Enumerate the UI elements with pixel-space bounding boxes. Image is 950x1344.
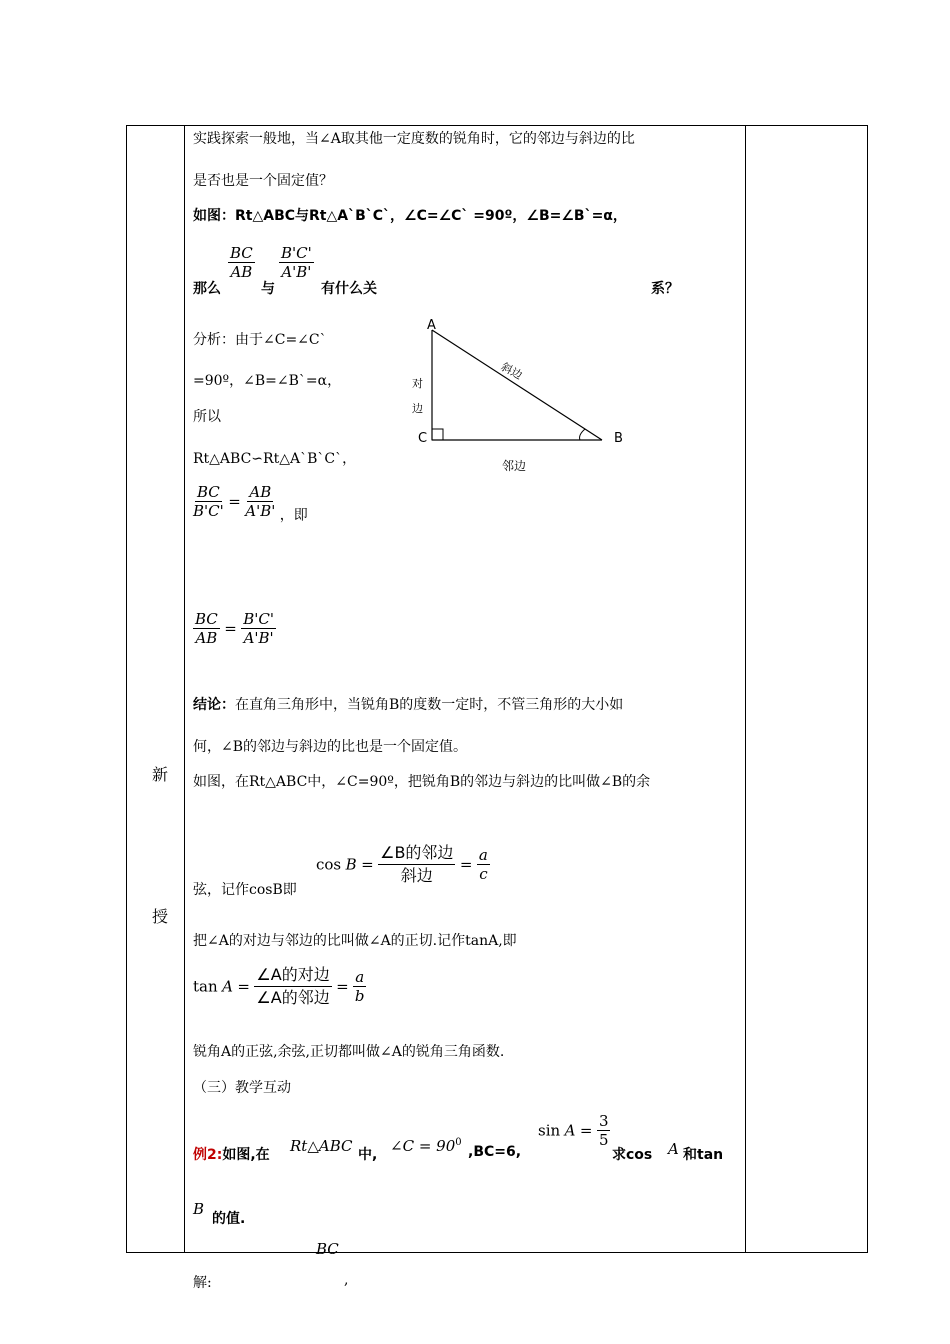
- solution-fraction-numerator: BC: [316, 1240, 339, 1258]
- example-text-5: 和tan: [683, 1147, 724, 1163]
- example-text-3: ,BC=6,: [468, 1144, 522, 1160]
- sin-fraction: [597, 1112, 611, 1149]
- tan-definition-line: 把∠A的对边与邻边的比叫做∠A的正切.记作tanA,即: [193, 933, 517, 949]
- conclusion-text: 在直角三角形中，当锐角B的度数一定时，不管三角形的大小如: [235, 697, 624, 713]
- conclusion-label: 结论：: [193, 697, 235, 713]
- tan-function: tan: [193, 977, 218, 996]
- tan-word-fraction: [254, 964, 331, 1009]
- solution-comma: ,: [344, 1272, 349, 1288]
- fraction-numerator: B'C': [281, 244, 312, 262]
- intro-line-1: 实践探索一般地，当∠A取其他一定度数的锐角时，它的邻边与斜边的比: [193, 131, 635, 147]
- fraction-numerator: BC: [230, 244, 253, 262]
- cos-letter-fraction: [477, 846, 490, 883]
- cos-function: cos: [316, 855, 342, 874]
- conclusion-line-2: 何，∠B的邻边与斜边的比也是一个固定值。: [193, 739, 468, 755]
- fraction-denominator: A'B': [281, 263, 312, 281]
- angle-b-arc: [580, 429, 585, 440]
- fraction-numerator: ∠A的对边: [254, 964, 331, 987]
- eq1-left-fraction: [193, 483, 224, 520]
- adjacent-label: 邻边: [502, 459, 527, 473]
- fraction-bc-ab-prime: [279, 244, 314, 281]
- fraction-denominator: 5: [598, 1131, 609, 1149]
- example-2-label: [193, 1144, 270, 1164]
- vertex-b-label: B: [614, 431, 623, 446]
- example-text-1: 如图,在: [222, 1147, 270, 1163]
- cos-variable-a: A: [668, 1140, 679, 1158]
- side-label-xin: 新: [152, 765, 169, 784]
- column-divider-right: [745, 126, 746, 1252]
- question-end: 系？: [651, 281, 679, 297]
- vertex-c-label: C: [418, 431, 428, 446]
- figure-description: 如图：Rt△ABC与Rt△A`B`C`，∠C=∠C` =90º，∠B=∠B`=α，: [193, 208, 627, 224]
- fraction-denominator: AB: [195, 629, 218, 647]
- fraction-denominator: ∠A的邻边: [256, 988, 330, 1007]
- eq2-left-fraction: [193, 610, 220, 647]
- eq2-right-fraction: [241, 610, 276, 647]
- analysis-line-1: 分析：由于∠C=∠C`: [193, 332, 327, 348]
- ji-text: ，即: [279, 507, 308, 524]
- fraction-numerator: BC: [196, 483, 220, 501]
- example-text-4: 求cos: [612, 1147, 653, 1163]
- column-divider-left: [184, 126, 185, 1252]
- example-text-2: 中,: [358, 1147, 378, 1163]
- fraction-denominator: b: [354, 987, 365, 1005]
- cos-formula: cos B = $\frac{\text{∠B的邻边}}{\text{斜边}}$ = $\frac{a}{c}$: [316, 843, 488, 885]
- conclusion-line-1: [193, 694, 623, 714]
- opposite-label-2: 边: [412, 402, 423, 415]
- opposite-label-1: 对: [412, 377, 423, 390]
- section-heading: （三）教学互动: [193, 1080, 291, 1096]
- side-label-shou: 授: [152, 907, 169, 926]
- right-triangle-figure: [410, 312, 640, 482]
- fraction-denominator: 斜边: [400, 866, 433, 885]
- trig-summary: 锐角A的正弦,余弦,正切都叫做∠A的锐角三角函数.: [193, 1044, 505, 1060]
- question-suffix: 有什么关: [321, 281, 377, 297]
- cos-definition-line-2: 弦，记作cosB即: [193, 882, 297, 898]
- right-angle-mark: [432, 429, 443, 440]
- sin-given: sin A = $\frac{3}{5}$: [538, 1112, 609, 1149]
- vertex-a-label: A: [427, 318, 436, 333]
- cos-definition-line-1: 如图，在Rt△ABC中，∠C=90º，把锐角B的邻边与斜边的比叫做∠B的余: [193, 774, 651, 790]
- question-prefix: 那么: [193, 281, 221, 297]
- example-text-6: 的值.: [212, 1211, 246, 1227]
- fraction-denominator: A'B': [243, 629, 274, 647]
- tan-letter-fraction: [353, 968, 366, 1005]
- fraction-numerator: B'C': [243, 610, 275, 628]
- question-with: 与: [261, 281, 275, 297]
- fraction-denominator: A'B': [245, 502, 276, 520]
- ratio-equation: $\frac{BC}{AB}$ = $\frac{B'C'}{A'B'}$: [195, 610, 275, 647]
- hypotenuse-label: 斜边: [498, 360, 525, 383]
- fraction-numerator: BC: [195, 610, 218, 628]
- analysis-line-4: Rt△ABC∽Rt△A`B`C`，: [193, 451, 357, 467]
- tan-formula: tan A = $\frac{\text{∠A的对边}}{\text{∠A的邻边}}$ = $\frac{a}{b}$: [193, 965, 365, 1007]
- fraction-denominator: c: [479, 865, 488, 883]
- intro-line-2: 是否也是一个固定值？: [193, 173, 333, 189]
- proportion-equation: $\frac{BC}{B'C'}$ = $\frac{AB}{A'B'}$ ，即: [193, 483, 308, 524]
- angle-expression: ∠C = 90: [390, 1137, 456, 1155]
- fraction-numerator: a: [478, 846, 488, 864]
- fraction-bc-ab: [228, 244, 255, 281]
- fraction-numerator: 3: [598, 1112, 609, 1130]
- eq1-right-fraction: [245, 483, 275, 520]
- analysis-line-3: 所以: [193, 409, 221, 425]
- solution-label: 解:: [193, 1275, 212, 1291]
- cos-variable: B: [345, 855, 357, 874]
- cos-word-fraction: [378, 842, 455, 887]
- fraction-numerator: ∠B的邻边: [378, 842, 455, 865]
- example-variable-b: B: [193, 1200, 205, 1218]
- fraction-denominator: B'C': [193, 502, 224, 520]
- example-angle: [390, 1137, 462, 1155]
- example-triangle: Rt△ABC: [290, 1137, 353, 1155]
- example-label: 例2:: [193, 1147, 223, 1163]
- analysis-line-2: =90º，∠B=∠B`=α，: [193, 373, 342, 389]
- fraction-numerator: a: [355, 968, 365, 986]
- fraction-denominator: AB: [230, 263, 253, 281]
- tan-variable: A: [222, 977, 233, 996]
- sin-variable: A: [564, 1121, 576, 1140]
- degree-superscript: 0: [455, 1137, 462, 1148]
- fraction-numerator: AB: [249, 483, 272, 501]
- sin-function: sin: [538, 1121, 561, 1140]
- side-ab: [432, 330, 602, 440]
